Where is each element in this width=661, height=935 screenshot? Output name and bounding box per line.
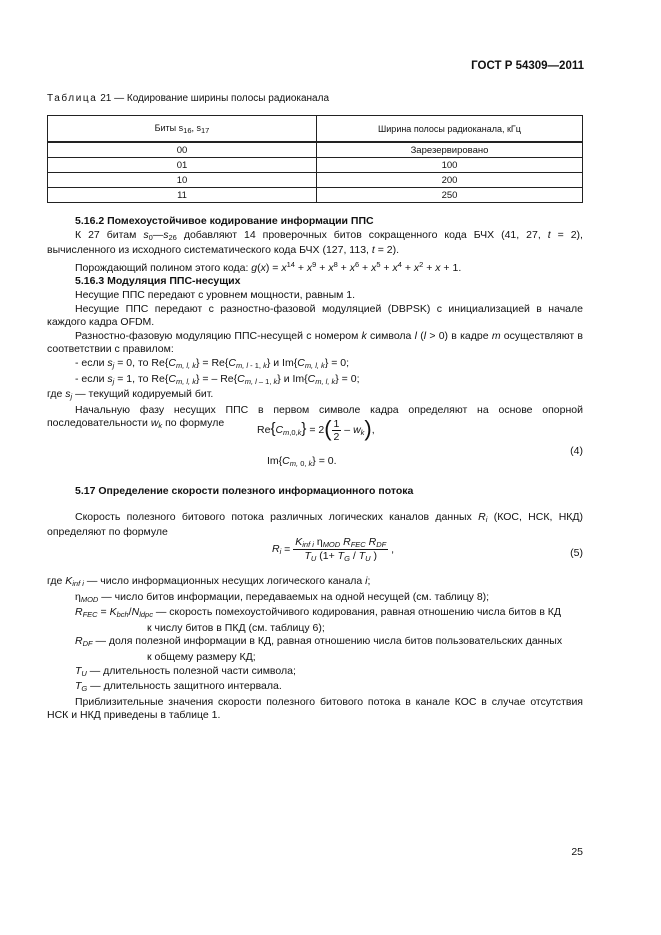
formula-5: $R_i$ = $\frac{K_{inf i} \eta_{MOD} R_{FEC} R_{DF}}{T_U (1+ T_G / T_U )}$ , xyxy=(272,536,395,563)
table-caption-word: Таблица xyxy=(47,93,98,104)
table-cell: 00 xyxy=(48,142,317,158)
table-cell: 10 xyxy=(48,173,317,188)
section-5-17-block xyxy=(47,485,583,540)
paragraph: где $s_j$ — текущий кодируемый бит. xyxy=(47,388,214,402)
page-number: 25 xyxy=(571,846,583,858)
table-caption-text: 21 — Кодирование ширины полосы радиоканала xyxy=(97,93,330,104)
section-title: 5.16.3 Модуляция ППС-несущих xyxy=(75,275,241,288)
definition: $R_{FEC} = K_{bch}/N_{ldpc}$ — скорость помехоустойчивого кодирования, равная отношению числа битов в КД xyxy=(75,606,562,620)
table-cell: 01 xyxy=(48,158,317,173)
table-cell: 11 xyxy=(48,188,317,203)
definition-cont: к числу битов в ПКД (см. таблицу 6); xyxy=(147,621,325,634)
paragraph: Порождающий полином этого кода: $g(x) = x^{14} + x^9 + x^8 + x^6 + x^5 + x^4 + x^2 + x + 1$. xyxy=(75,259,462,274)
rule-line: - если $s_j = 0$, то $Re\{C_{m, l, k}\} = Re\{C_{m, l - 1, k}\}$ и $Im\{C_{m, l, k}\} = 0$; xyxy=(75,356,350,370)
paragraph: К 27 битам $s_0—s_{26}$ добавляют 14 проверочных битов сокращенного кода БЧХ (41, 27, t = 2), вычисленного из исходного систематического кода БЧХ (127, 113, t = 2). xyxy=(47,228,583,257)
table-cell: 250 xyxy=(317,188,583,203)
formula-4-re: $Re\{C_{m,0,k}\} = 2$( $\frac{1}{2}$ – $w_k$), xyxy=(257,416,375,443)
paragraph: Несущие ППС передают с уровнем мощности, равным 1. xyxy=(75,288,356,301)
rule-line: - если $s_j = 1$, то $Re\{C_{m, l, k}\}$ = – $Re\{C_{m, l - 1, k}\}$ и $Im\{C_{m, l, k}\} = 0$; xyxy=(75,372,360,386)
table-header-bits: Биты $s_{16}$, $s_{17}$ xyxy=(48,116,317,143)
definitions-block xyxy=(47,575,583,723)
paragraph: Начальную фазу несущих ППС в первом символе кадра определяют на основе опорной последовательности $w_k$ по формуле xyxy=(47,403,583,431)
table-header-width: Ширина полосы радиоканала, кГц xyxy=(317,116,583,143)
table-cell: 100 xyxy=(317,158,583,173)
table-row xyxy=(48,142,583,158)
formula-4-im: $Im\{C_{m, 0, k}\} = 0$. xyxy=(267,455,337,468)
section-title: 5.16.2 Помехоустойчивое кодирование информации ППС xyxy=(75,215,374,227)
section-5-16-block xyxy=(47,215,583,433)
table-caption xyxy=(47,93,329,104)
table-row xyxy=(48,188,583,203)
definition: $\eta_{MOD}$ — число битов информации, передаваемых на одной несущей (см. таблицу 8); xyxy=(75,590,490,604)
definition-cont: к общему размеру КД; xyxy=(147,650,256,663)
definition: $T_U$ — длительность полезной части символа; xyxy=(75,664,296,678)
definition: $R_{DF}$ — доля полезной информации в КД, равная отношению числа битов пользовательских данных xyxy=(75,635,563,649)
table-cell: Зарезервировано xyxy=(317,142,583,158)
table-cell: 200 xyxy=(317,173,583,188)
standard-header: ГОСТ Р 54309—2011 xyxy=(471,60,584,72)
definition: $T_G$ — длительность защитного интервала. xyxy=(75,680,282,694)
table-row xyxy=(48,173,583,188)
paragraph: Скорость полезного битового потока различных логических каналов данных $R_i$ (КОС, НСК, НКД) определяют по формуле xyxy=(47,510,584,539)
bandwidth-coding-table xyxy=(47,115,583,203)
formula-5-number: (5) xyxy=(570,547,583,559)
definition: где $K_{inf i}$ — число информационных несущих логического канала i; xyxy=(47,575,371,588)
formula-4-number: (4) xyxy=(570,445,583,457)
paragraph: Приблизительные значения скорости полезного битового потока в канале КОС в случае отсутствия НСК и НКД приведены в таблице 1. xyxy=(47,695,583,722)
paragraph: Несущие ППС передают с разностно-фазовой модуляцией (DBPSK) с инициализацией в начале каждого кадра OFDM. xyxy=(47,302,583,329)
table-row xyxy=(48,158,583,173)
paragraph: Разностно-фазовую модуляцию ППС-несущей с номером k символа l (l > 0) в кадре m осуществляют в соответствии с правилом: xyxy=(47,329,583,356)
section-title: 5.17 Определение скорости полезного информационного потока xyxy=(75,485,414,497)
